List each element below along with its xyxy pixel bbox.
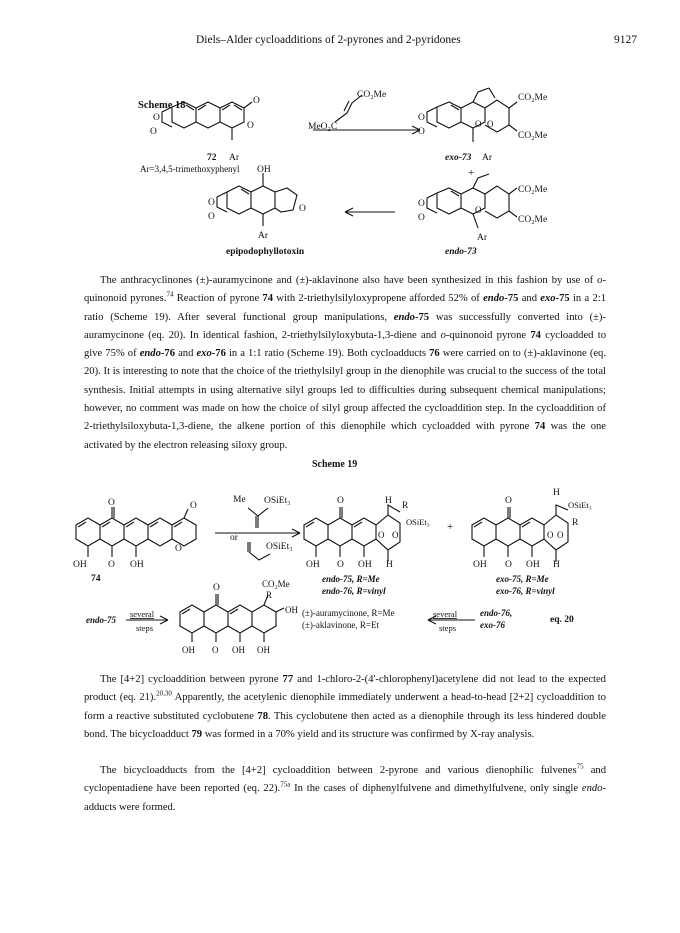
osiet3-label: OSiEt₃ xyxy=(406,517,430,527)
compound-number: -75 xyxy=(555,293,570,305)
label-exo-76: exo-76, R=vinyl xyxy=(496,586,555,596)
oh-label: OH xyxy=(285,605,298,615)
equation-number: eq. 20 xyxy=(550,615,574,625)
oh-label: OH xyxy=(232,645,245,655)
compound-number: -76 xyxy=(160,348,176,360)
several-label: several xyxy=(433,609,458,619)
text-span: was formed in a 70% yield and its structure was confirmed by X-ray analysis. xyxy=(202,728,535,740)
text-span: Apparently, the acetylenic dienophile immediately underwent a head-to-head [2+2] cycloaddition to form a reactive substituted cyclobutene xyxy=(84,692,606,722)
scheme-18-title: Scheme 18 xyxy=(138,100,186,111)
label-endo-76: endo-76, R=vinyl xyxy=(322,586,386,596)
h-label: H xyxy=(553,488,560,498)
compound-endo-73-structure xyxy=(427,174,517,228)
o-label: O xyxy=(337,560,344,570)
o-label: O xyxy=(418,199,425,209)
co2me-label: CO₂Me xyxy=(518,131,548,141)
compound-exo-75-76-structure xyxy=(472,505,568,562)
scheme-18-drawing xyxy=(0,0,680,260)
text-span: with 2-triethylsilyloxypropene afforded 52% of xyxy=(273,293,484,305)
plus-sign: + xyxy=(447,521,454,533)
steps-label: steps xyxy=(136,623,153,633)
ar-label: Ar xyxy=(229,153,240,163)
product-aklavinone: (±)-aklavinone, R=Et xyxy=(302,620,379,630)
several-label: several xyxy=(130,609,155,619)
text-span: In the cases of diphenylfulvene and dimethylfulvene, only single xyxy=(290,783,582,795)
compound-number: exo xyxy=(196,348,212,360)
oh-label: OH xyxy=(526,560,540,570)
co2me-label: CO₂Me xyxy=(518,185,548,195)
text-span: and xyxy=(175,348,197,360)
o-label: O xyxy=(475,205,482,215)
o-label: O xyxy=(505,560,512,570)
h-label: H xyxy=(553,560,560,570)
compound-number: -75 xyxy=(414,311,430,323)
o-label: O xyxy=(150,127,157,137)
compound-aglycone-structure xyxy=(180,594,284,642)
text-span: o xyxy=(440,329,446,341)
text-span: -quinonoid pyrones. xyxy=(84,275,606,305)
text-span: was successfully converted into (±)-auramycinone (eq. 20). In identical fashion, 2-triethylsilyloxybuta-1,3-diene and xyxy=(84,311,606,341)
o-label: O xyxy=(475,119,482,129)
r-label: R xyxy=(572,518,579,528)
o-label: O xyxy=(190,501,197,511)
compound-endo-75-76-structure xyxy=(304,505,400,562)
o-label: O xyxy=(247,121,254,131)
scheme-19 xyxy=(0,450,680,660)
or-label: or xyxy=(230,533,238,543)
text-span: and 1-chloro-2-(4'-chlorophenyl)acetylene did not lead to the expected product (eq. 21). xyxy=(84,674,606,704)
compound-number: exo xyxy=(540,293,556,305)
label-endo-73: endo-73 xyxy=(445,247,477,257)
o-label: O xyxy=(153,113,160,123)
o-label: O xyxy=(418,127,425,137)
text-span: The bicycloadducts from the [4+2] cycloaddition between 2-pyrone and various dienophilic fulvenes xyxy=(100,765,577,776)
oh-label: OH xyxy=(306,560,320,570)
o-label: O xyxy=(557,530,564,540)
product-auramycinone: (±)-auramycinone, R=Me xyxy=(302,608,395,618)
text-span: The anthracyclinones (±)-auramycinone and (±)-aklavinone also have been synthesized in this fashion by use of xyxy=(100,275,598,286)
steps-label: steps xyxy=(439,623,456,633)
co2me-label: CO₂Me xyxy=(518,215,548,225)
o-label: O xyxy=(299,204,306,214)
o-label: O xyxy=(213,583,220,593)
text-span: in a 1:1 ratio (Scheme 19). Both cycloadducts xyxy=(225,348,430,360)
text-span: Reaction of pyrone xyxy=(173,293,263,305)
h-label: H xyxy=(386,560,393,570)
label-exo-73: exo-73 xyxy=(445,153,472,163)
o-label: O xyxy=(212,645,219,655)
co2me-label: CO₂Me xyxy=(262,579,290,589)
compound-exo-73-structure xyxy=(427,88,517,142)
r-label: R xyxy=(402,501,409,511)
osiet3-label: OSiEt₃ xyxy=(568,500,592,510)
text-span: and cyclopentadiene have been reported (eq. 22). xyxy=(84,765,606,795)
compound-epipodophyllotoxin-structure xyxy=(217,173,297,226)
label-72: 72 xyxy=(207,153,217,163)
r-label: R xyxy=(266,590,273,600)
page-number: 9127 xyxy=(614,34,637,46)
oh-label: OH xyxy=(473,560,487,570)
compound-number: 74 xyxy=(530,329,541,341)
scheme-19-title: Scheme 19 xyxy=(312,459,358,470)
text-span: . This cyclobutene then acted as a dienophile through its less hindered double bond. The bicycloadduct xyxy=(84,710,606,740)
running-title: Diels–Alder cycloadditions of 2-pyrones and 2-pyridones xyxy=(196,34,461,46)
ar-label: Ar xyxy=(482,153,493,163)
ar-label: Ar xyxy=(258,231,269,241)
oh-label: OH xyxy=(130,560,144,570)
oh-label: OH xyxy=(257,645,270,655)
text-span: -quinonoid pyrone xyxy=(445,329,531,341)
o-label: O xyxy=(108,498,115,508)
text-span: cycloadded to give 75% of xyxy=(84,329,606,360)
compound-number: 77 xyxy=(282,674,294,685)
paragraph-pyrone-77 xyxy=(84,671,606,744)
scheme-19-drawing xyxy=(0,450,680,660)
text-span: o xyxy=(597,275,603,286)
oh-label: OH xyxy=(182,645,195,655)
o-label: O xyxy=(418,213,425,223)
osiet3-label: OSiEt₃ xyxy=(264,496,291,506)
text-span: endo xyxy=(581,783,603,795)
scheme-18 xyxy=(0,0,680,260)
label-74: 74 xyxy=(91,574,101,584)
o-label: O xyxy=(378,530,385,540)
label-exo-75: exo-75, R=Me xyxy=(496,574,549,584)
ar-definition: Ar=3,4,5-trimethoxyphenyl xyxy=(140,164,240,174)
o-label: O xyxy=(505,496,512,506)
oh-label: OH xyxy=(73,560,87,570)
paragraph-anthracyclinones xyxy=(84,272,606,455)
plus-sign: + xyxy=(468,167,475,179)
text-span: were carried on to (±)-aklavinone (eq. 20). It is interesting to note that the choice of the triethylsilyl group in the dienophile was crucial to the success of the total synthesis. Initial attempts in using alternative silyl groups led to difficulties during subsequent chemical manipulations; however, no comment was made on how the choice of silyl group affected the cycloaddition step. In the cycloaddition of 2-triethylsiloxybuta-1,3-diene, the alkene portion of this dienophile which cycloadded with pyrone xyxy=(84,348,606,433)
o-label: O xyxy=(418,113,425,123)
compound-number: endo xyxy=(139,348,161,360)
h-label: H xyxy=(385,496,392,506)
compound-number: endo xyxy=(483,293,505,305)
text-span: and xyxy=(518,293,541,305)
ar-label: Ar xyxy=(477,233,488,243)
compound-number: 76 xyxy=(429,348,440,360)
compound-number: -76 xyxy=(211,348,226,360)
citation: 74 xyxy=(166,290,174,299)
osiet3-label: OSiEt₃ xyxy=(266,542,293,552)
o-label: O xyxy=(392,530,399,540)
co2me-label: CO₂Me xyxy=(518,93,548,103)
oh-label: OH xyxy=(358,560,372,570)
label-endo-75: endo-75 xyxy=(86,615,116,625)
text-span: The [4+2] cycloaddition between pyrone xyxy=(100,674,283,685)
compound-number: 78 xyxy=(257,710,268,722)
label-epipodophyllotoxin: epipodophyllotoxin xyxy=(226,247,305,257)
text-span: in a 2:1 ratio (Scheme 19). After several functional group manipulations, xyxy=(84,293,606,323)
compound-number: 79 xyxy=(191,728,203,740)
text-span: was the one activated by the electron releasing siloxy group. xyxy=(84,421,606,451)
citation: 20,30 xyxy=(156,689,172,698)
compound-number: endo xyxy=(393,311,415,323)
o-label: O xyxy=(208,212,215,222)
o-label: O xyxy=(108,560,115,570)
co2me-label: CO₂Me xyxy=(357,90,387,100)
oh-label: OH xyxy=(257,165,271,175)
compound-number: 74 xyxy=(262,293,274,305)
compound-number: -75 xyxy=(504,293,519,305)
o-label: O xyxy=(175,544,182,554)
compound-number: 74 xyxy=(534,421,546,433)
text-span: -adducts were formed. xyxy=(84,783,606,813)
label-exo-76: exo-76 xyxy=(480,620,505,630)
o-label: O xyxy=(547,530,554,540)
o-label: O xyxy=(208,198,215,208)
o-label: O xyxy=(253,96,260,106)
o-label: O xyxy=(337,496,344,506)
citation: 75a xyxy=(280,780,291,789)
me-label: Me xyxy=(233,495,246,505)
label-endo-76: endo-76, xyxy=(480,608,513,618)
o-label: O xyxy=(487,119,494,129)
meo2c-label: MeO₂C xyxy=(308,122,338,132)
label-endo-75: endo-75, R=Me xyxy=(322,574,380,584)
citation: 75 xyxy=(576,762,584,771)
paragraph-fulvenes xyxy=(84,762,606,817)
